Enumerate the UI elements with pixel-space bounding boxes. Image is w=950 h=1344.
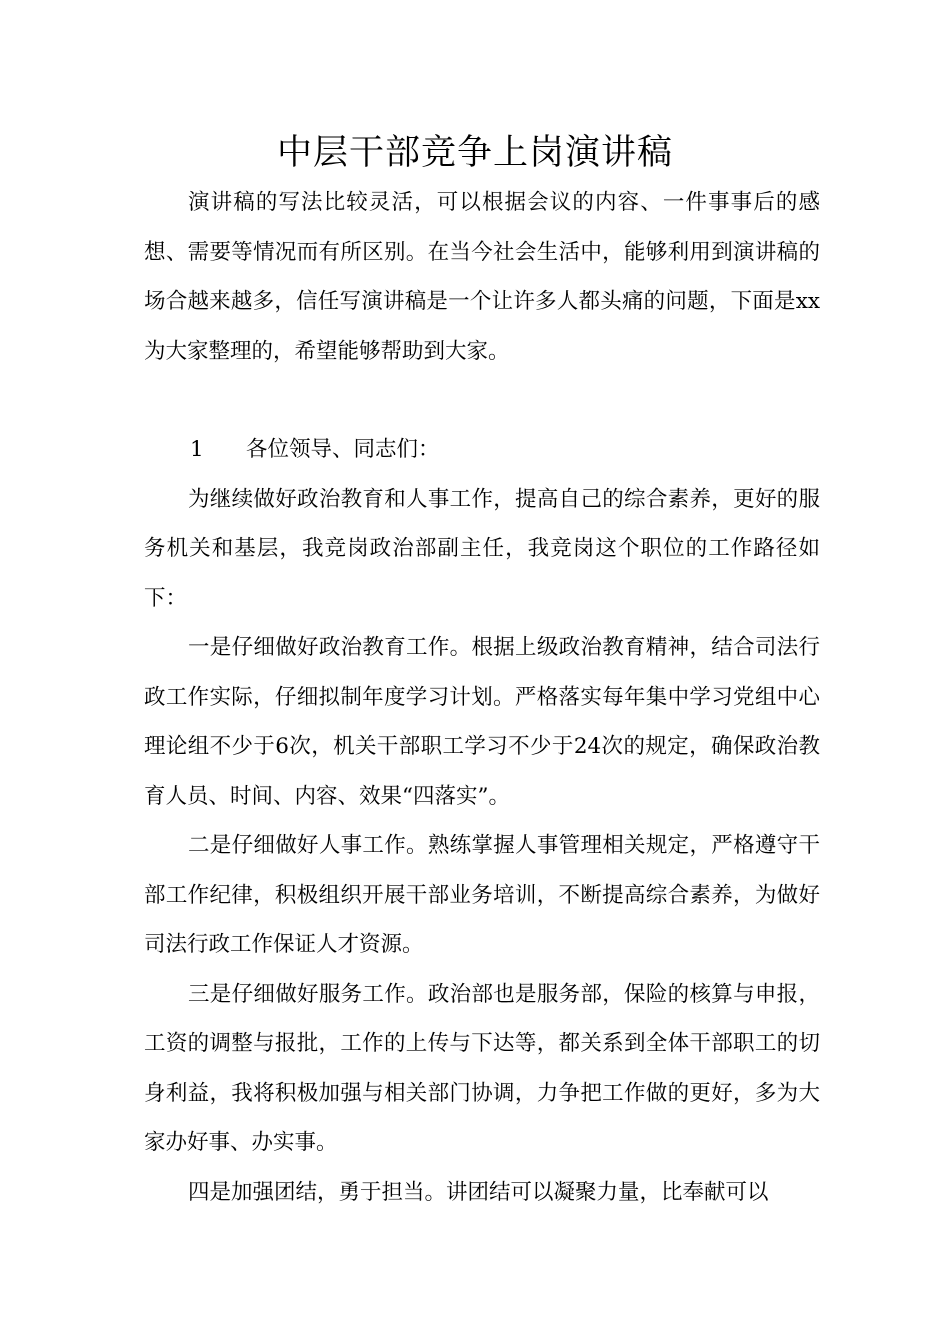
body-paragraph: 一是仔细做好政治教育工作。根据上级政治教育精神，结合司法行政工作实际，仔细拟制年度学习计划。严格落实每年集中学习党组中心理论组不少于6次，机关干部职工学习不少于24次的规定，确保政治教育人员、时间、内容、效果“四落实”。 (144, 635, 820, 809)
intro-block (144, 178, 820, 376)
body-paragraph: 为继续做好政治教育和人事工作，提高自己的综合素养，更好的服务机关和基层，我竞岗政治部副主任，我竞岗这个职位的工作路径如下： (144, 486, 820, 611)
section-heading (144, 425, 820, 475)
page-title: 中层干部竞争上岗演讲稿 (276, 133, 673, 173)
section-number: 1 (190, 437, 204, 462)
body-paragraph: 四是加强团结，勇于担当。讲团结可以凝聚力量，比奉献可以 (188, 1179, 769, 1205)
greeting: 各位领导、同志们： (246, 437, 440, 462)
body-paragraph: 三是仔细做好服务工作。政治部也是服务部，保险的核算与申报，工资的调整与报批，工作的上传与下达等，都关系到全体干部职工的切身利益，我将积极加强与相关部门协调，力争把工作做的更好，多为大家办好事、办实事。 (144, 981, 820, 1155)
body-paragraph: 二是仔细做好人事工作。熟练掌握人事管理相关规定，严格遵守干部工作纪律，积极组织开展干部业务培训，不断提高综合素养，为做好司法行政工作保证人才资源。 (144, 833, 820, 957)
intro-paragraph: 演讲稿的写法比较灵活，可以根据会议的内容、一件事事后的感想、需要等情况而有所区别。在当今社会生活中，能够利用到演讲稿的场合越来越多，信任写演讲稿是一个让许多人都头痛的问题，下面是xx为大家整理的，希望能够帮助到大家。 (144, 190, 820, 364)
speech-section (144, 425, 820, 1217)
